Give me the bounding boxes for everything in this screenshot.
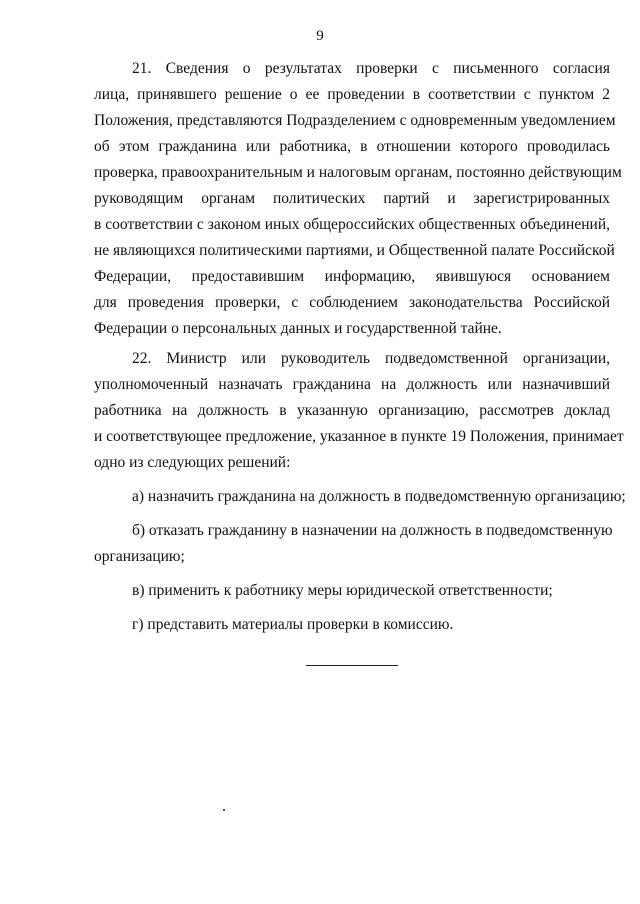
decision-item-b	[94, 518, 613, 570]
paragraph-21-line: для проведения проверки, с соблюдением законодательства Российской	[94, 294, 610, 311]
paragraph-22-line: работника на должность в указанную организацию, рассмотрев доклад	[94, 402, 610, 419]
paragraph-22-line: 22. Министр или руководитель подведомственной организации,	[132, 350, 610, 367]
paragraph-21-line: об этом гражданина или работника, в отношении которого проводилась	[94, 138, 610, 155]
decision-item-b-line: б) отказать гражданину в назначении на должность в подведомственную	[132, 522, 613, 539]
paragraph-21-line: Положения, представляются Подразделением с одновременным уведомлением	[94, 112, 616, 129]
decision-item-g	[94, 612, 610, 638]
document-body	[94, 56, 626, 638]
paragraph-21-line: проверка, правоохранительным и налоговым органам, постоянно действующим	[94, 164, 622, 181]
paragraph-21-line: в соответствии с законом иных общероссийских общественных объединений,	[94, 216, 610, 233]
scan-speck	[223, 809, 225, 811]
paragraph-21-line: не являющихся политическими партиями, и Общественной палате Российской	[94, 242, 615, 259]
decision-item-a-text: а) назначить гражданина на должность в подведомственную организацию;	[132, 488, 626, 505]
paragraph-21-line: Федерации, предоставившим информацию, явившуюся основанием	[94, 268, 610, 285]
decision-item-b-line: организацию;	[94, 548, 185, 565]
paragraph-21-line: руководящим органам политических партий и зарегистрированных	[94, 190, 610, 207]
paragraph-22	[94, 346, 624, 476]
paragraph-21	[94, 56, 622, 342]
paragraph-22-line: и соответствующее предложение, указанное в пункте 19 Положения, принимает	[94, 428, 624, 445]
paragraph-21-line: лица, принявшего решение о ее проведении в соответствии с пунктом 2	[94, 86, 610, 103]
decision-item-v-text: в) применить к работнику меры юридической ответственности;	[132, 582, 553, 599]
decision-item-v	[94, 578, 610, 604]
paragraph-22-line: уполномоченный назначать гражданина на должность или назначивший	[94, 376, 610, 393]
decision-item-a	[94, 484, 626, 510]
page-number: 9	[316, 28, 324, 44]
paragraph-22-line: одно из следующих решений:	[94, 454, 291, 471]
paragraph-21-line: Федерации о персональных данных и государственной тайне.	[94, 320, 502, 337]
decision-item-g-text: г) представить материалы проверки в комиссию.	[132, 616, 454, 633]
end-of-text-rule	[306, 665, 398, 666]
paragraph-21-line: 21. Сведения о результатах проверки с письменного согласия	[132, 60, 610, 77]
